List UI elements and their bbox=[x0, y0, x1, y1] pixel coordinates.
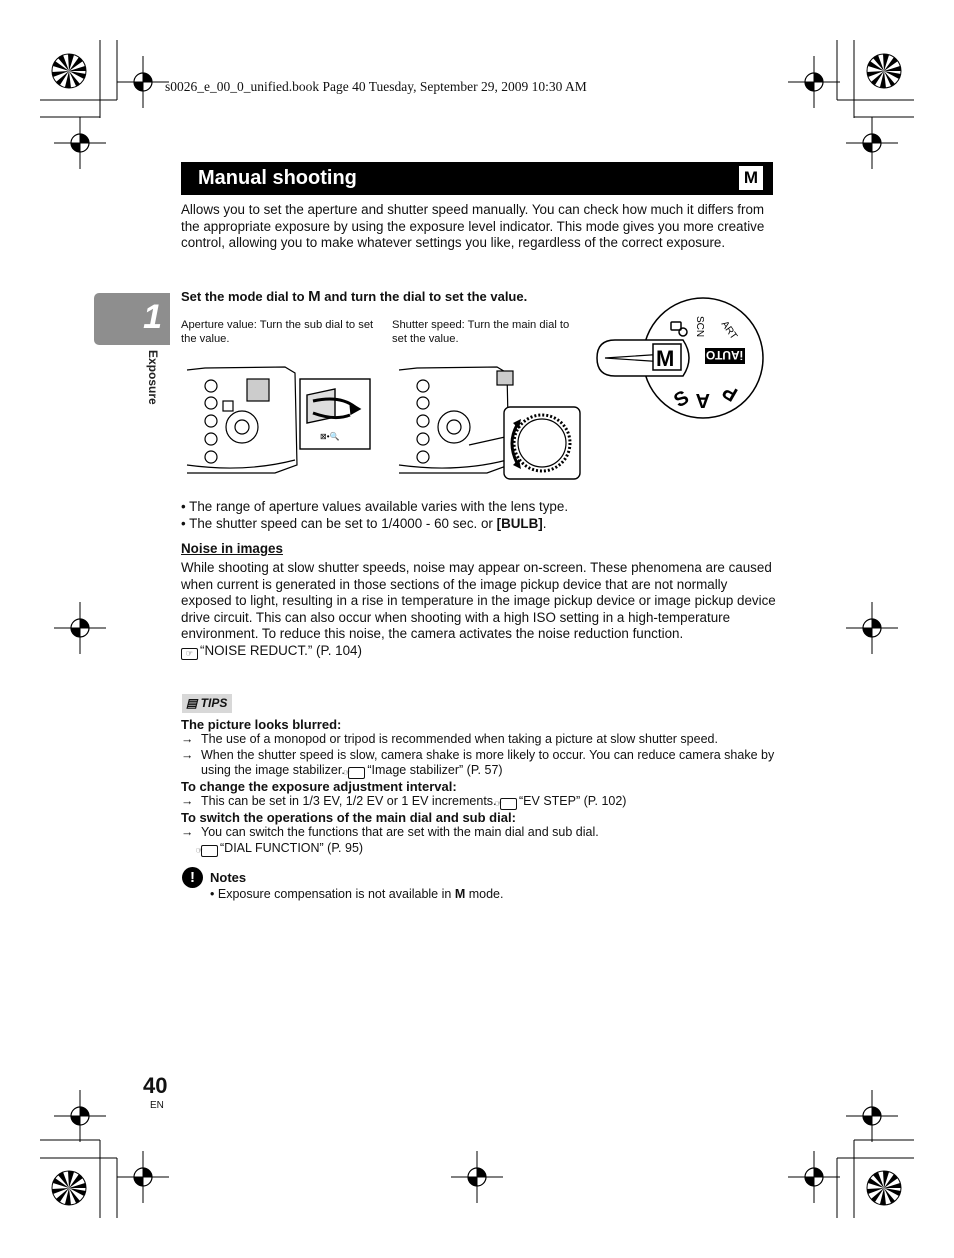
chapter-number: 1 bbox=[143, 298, 162, 336]
dial-scn: SCN bbox=[694, 316, 705, 338]
tip-title: To change the exposure adjustment interval: bbox=[181, 779, 457, 794]
page-language: EN bbox=[150, 1100, 164, 1111]
notes-title: Notes bbox=[210, 870, 247, 885]
noise-paragraph bbox=[181, 560, 776, 660]
dial-iauto: iAUTO bbox=[705, 348, 743, 362]
tips-badge bbox=[182, 694, 232, 713]
tips-section bbox=[181, 717, 781, 857]
tip-text: When the shutter speed is slow, camera shake is more likely to occur. You can reduce camera shake by using the image stabilizer. bbox=[201, 747, 775, 777]
tip-title: The picture looks blurred: bbox=[181, 717, 342, 732]
tip-item bbox=[181, 748, 781, 780]
section-title: Manual shooting bbox=[198, 167, 357, 189]
bullet-text: The range of aperture values available varies with the lens type. bbox=[189, 499, 569, 514]
print-header: s0026_e_00_0_unified.book Page 40 Tuesday, September 29, 2009 10:30 AM bbox=[165, 79, 587, 94]
sub-dial-illustration bbox=[185, 365, 375, 480]
dial-art: ART bbox=[718, 319, 740, 342]
svg-text:⊠•🔍: ⊠•🔍 bbox=[320, 432, 340, 441]
mode-dial-illustration bbox=[595, 296, 765, 420]
noise-heading: Noise in images bbox=[181, 541, 283, 556]
shutter-caption: Shutter speed: Turn the main dial to set the value. bbox=[392, 319, 570, 345]
tip-item bbox=[181, 794, 781, 810]
bullet-aperture-range bbox=[181, 498, 568, 515]
bulb-label: [BULB] bbox=[496, 516, 543, 531]
bullet-list bbox=[181, 498, 568, 532]
step-mode-glyph: M bbox=[308, 288, 321, 305]
dial-p: P bbox=[719, 379, 742, 406]
tip-reference: “Image stabilizer” (P. 57) bbox=[367, 763, 503, 777]
reference-icon: ☞ bbox=[500, 798, 517, 810]
notes-suffix: mode. bbox=[465, 887, 504, 901]
dial-a: A bbox=[695, 389, 710, 411]
reference-icon: ☞ bbox=[348, 767, 365, 779]
tips-label: TIPS bbox=[200, 696, 228, 710]
page-number: 40 bbox=[143, 1073, 168, 1098]
tips-icon: ▤ bbox=[186, 696, 201, 710]
tip-text: You can switch the functions that are set with the main dial and sub dial. bbox=[201, 825, 599, 839]
bullet-shutter-range bbox=[181, 515, 568, 532]
tip-reference: “DIAL FUNCTION” (P. 95) bbox=[220, 840, 364, 855]
tip-text: The use of a monopod or tripod is recommended when taking a picture at slow shutter speed. bbox=[201, 732, 718, 746]
tip-item bbox=[181, 825, 781, 857]
mode-m-badge: M bbox=[739, 166, 763, 190]
reference-icon: ☞ bbox=[201, 845, 218, 857]
bullet-suffix: . bbox=[542, 516, 547, 531]
noise-body: While shooting at slow shutter speeds, noise may appear on-screen. These phenomena are caused when current is generated in those sections of the image pickup device that are not normally exposed to light, resulting in a rise in temperature in the image pickup device or image pickup device drive circuit. This can also occur when shooting with a high ISO setting in a high-temperature environment. To reduce this noise, the camera activates the noise reduction function. bbox=[181, 560, 776, 641]
notes-item bbox=[210, 887, 503, 901]
main-dial-illustration bbox=[397, 365, 587, 482]
step-instruction bbox=[181, 288, 527, 305]
bullet-text: The shutter speed can be set to 1/4000 - 60 sec. or bbox=[189, 516, 497, 531]
chapter-label: Exposure bbox=[146, 350, 160, 405]
tip-title: To switch the operations of the main dial and sub dial: bbox=[181, 810, 516, 825]
dial-s: S bbox=[670, 386, 693, 413]
chapter-tab bbox=[94, 293, 170, 345]
notes-warning-icon: ! bbox=[182, 867, 203, 888]
tip-item bbox=[181, 732, 781, 748]
step-text-before: Set the mode dial to bbox=[181, 289, 309, 304]
intro-paragraph: Allows you to set the aperture and shutter speed manually. You can check how much it differs from the appropriate exposure by using the exposure level indicator. This mode gives you more creative control, allowing you to make whatever settings you like, regardless of the correct exposure. bbox=[181, 202, 765, 250]
section-title-bar bbox=[181, 162, 773, 195]
tip-text: This can be set in 1/3 EV, 1/2 EV or 1 EV increments. bbox=[201, 794, 497, 808]
reference-icon: ☞ bbox=[181, 648, 198, 660]
step-text-after: and turn the dial to set the value. bbox=[320, 289, 528, 304]
notes-mode-glyph: M bbox=[454, 887, 466, 901]
aperture-caption: Aperture value: Turn the sub dial to set the value. bbox=[181, 319, 374, 345]
dial-m: M bbox=[656, 346, 675, 371]
notes-text: Exposure compensation is not available in bbox=[217, 887, 455, 901]
tip-reference: “EV STEP” (P. 102) bbox=[519, 794, 627, 808]
noise-reference: “NOISE REDUCT.” (P. 104) bbox=[200, 642, 362, 658]
